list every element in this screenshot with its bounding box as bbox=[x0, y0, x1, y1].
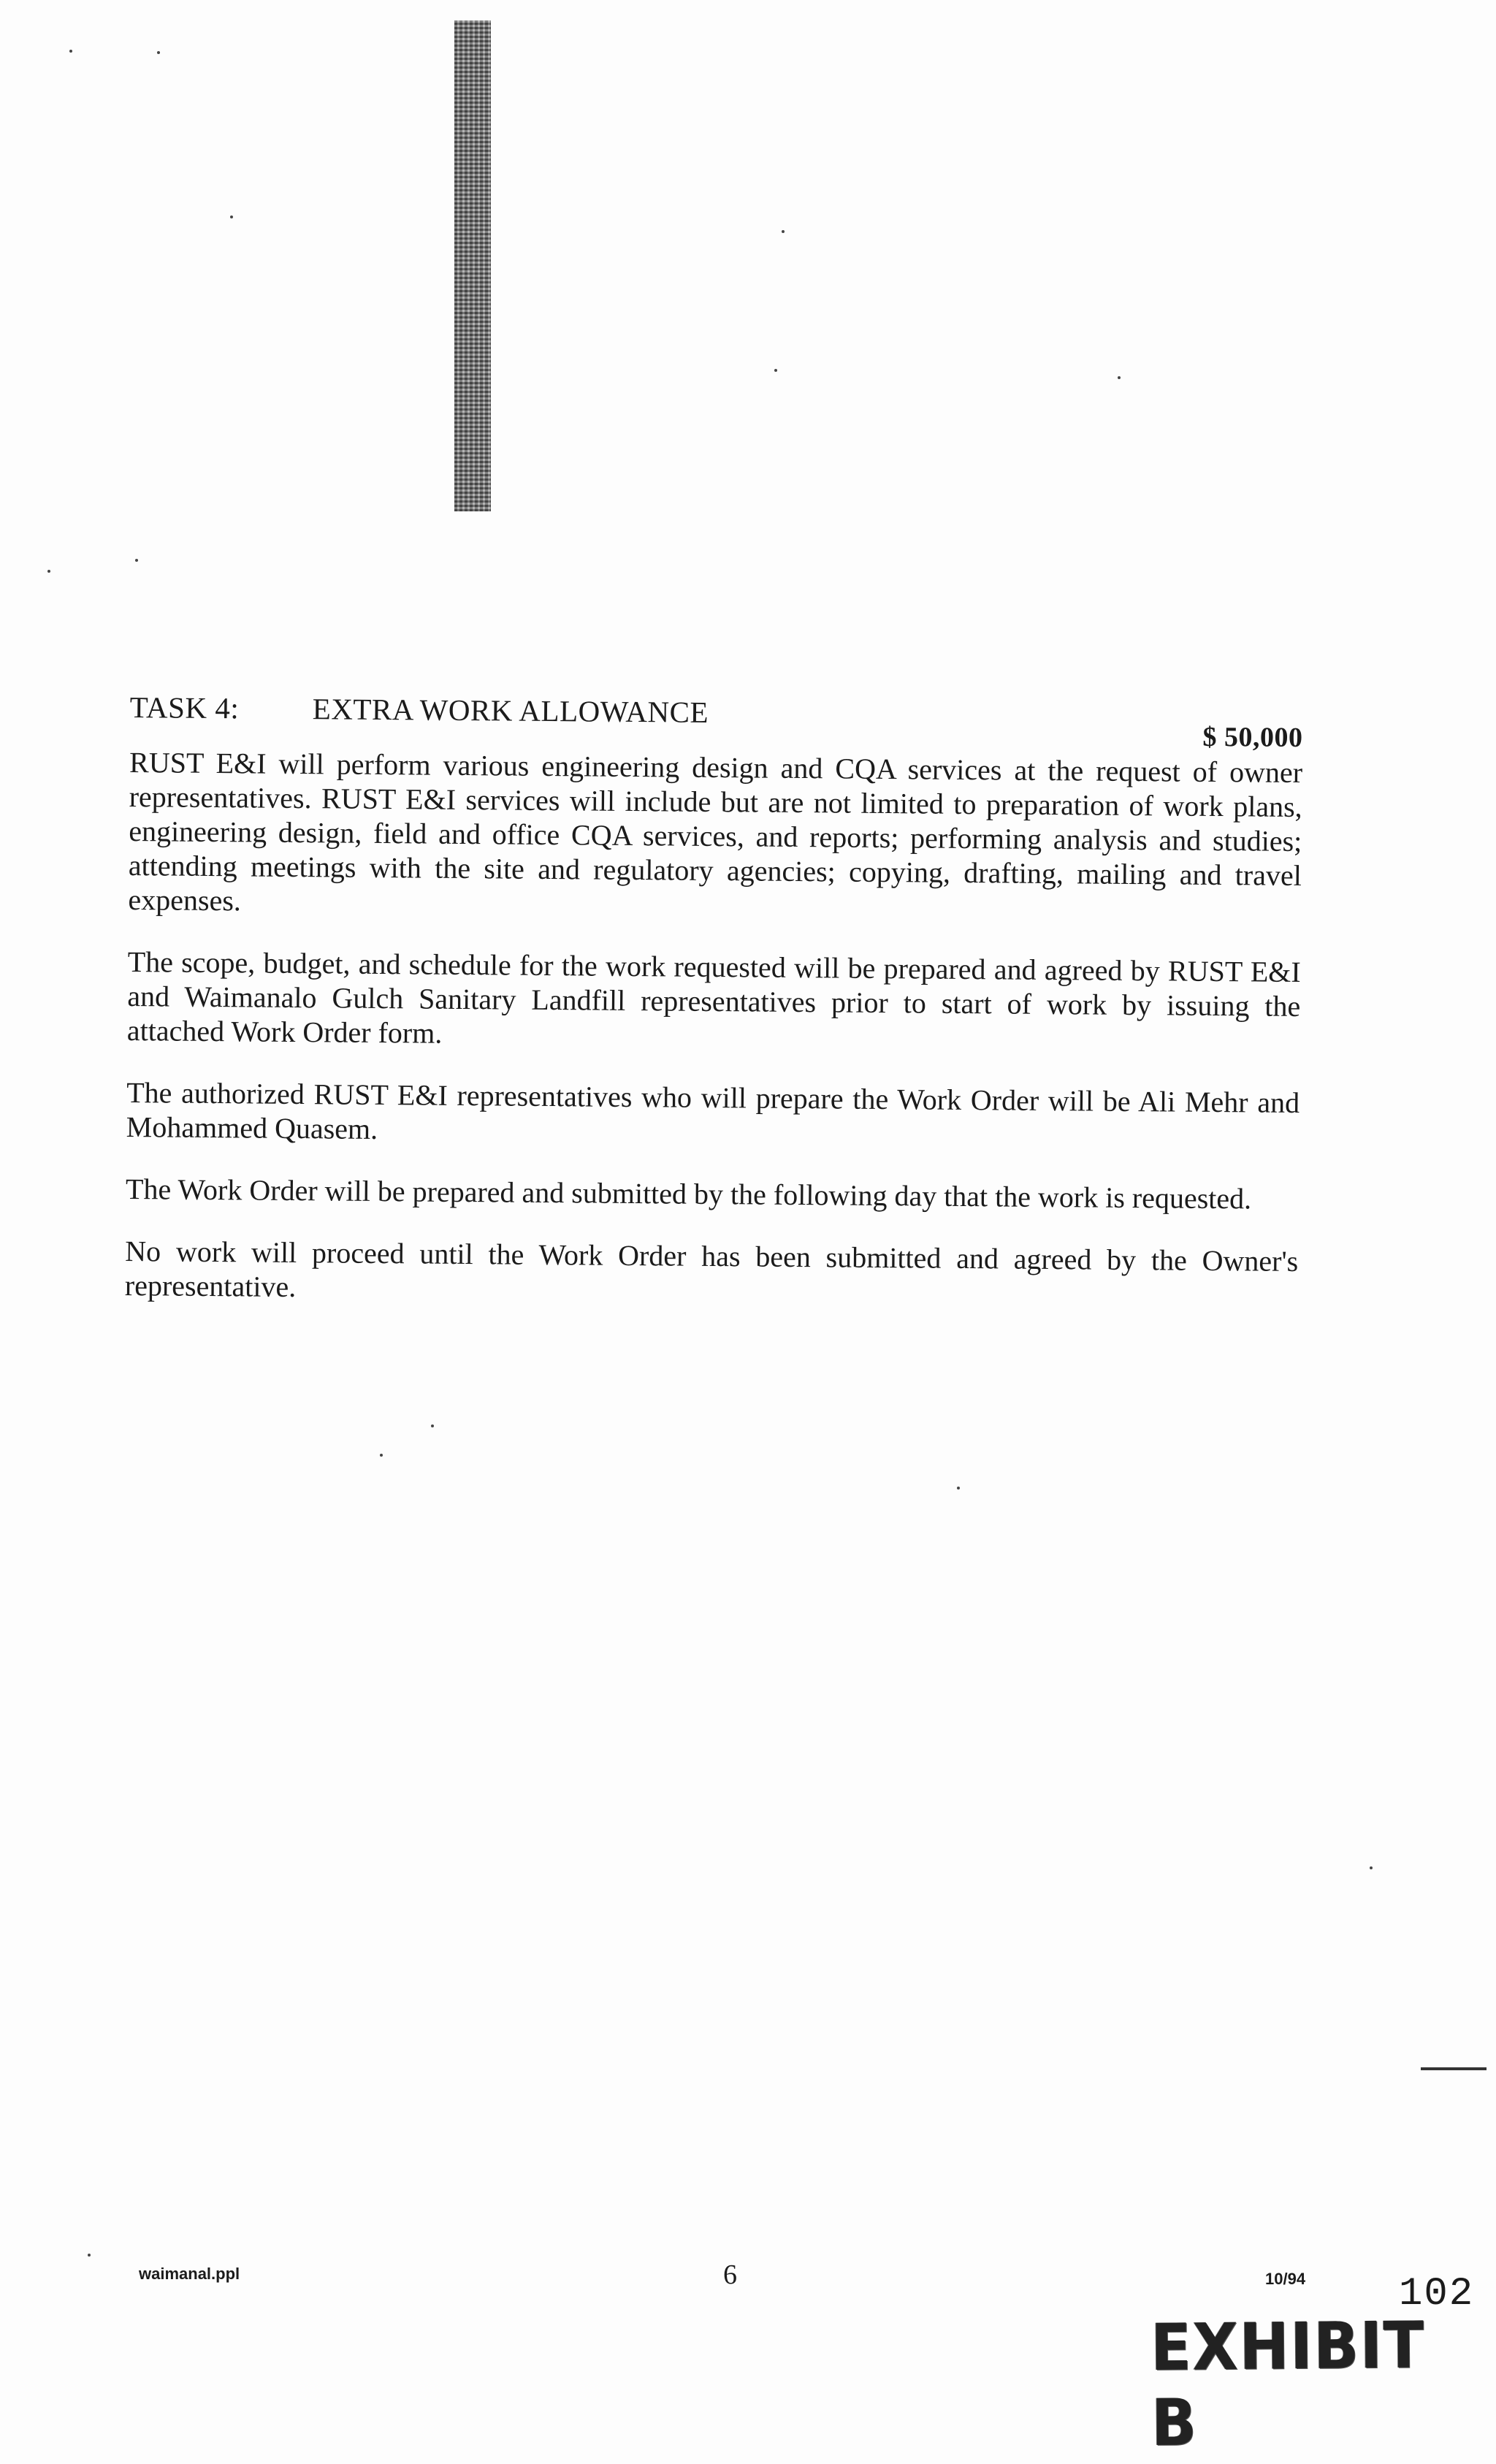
scan-speck bbox=[135, 559, 138, 562]
scan-speck bbox=[69, 50, 72, 53]
task-section bbox=[124, 690, 1303, 1340]
scan-speck bbox=[774, 369, 777, 372]
task-header bbox=[129, 690, 1303, 754]
scan-speck bbox=[157, 51, 160, 54]
scan-speck bbox=[230, 215, 233, 218]
scan-speck bbox=[88, 2254, 91, 2257]
task-number: TASK 4: bbox=[129, 690, 240, 725]
paragraph-scope: The scope, budget, and schedule for the work requested will be prepared and agreed by RUST E&I and Waimanalo Gulch Sanitary Landfill representatives prior to start of work by issuing the attached Work Order form. bbox=[126, 945, 1301, 1050]
paragraph-submission: The Work Order will be prepared and submitted by the following day that the work is requested. bbox=[125, 1172, 1252, 1216]
footer-date: 10/94 bbox=[1265, 2270, 1306, 2288]
paragraph-services: RUST E&I will perform various engineering design and CQA services at the request of owner representatives. RUST E&I services will include but are not limited to preparation of work plans, engineering design, field and office CQA services, and reports; performing analysis and studies; attending meetings with the site and regulatory agencies; copying, drafting, mailing and travel expenses. bbox=[128, 745, 1303, 918]
task-amount: $ 50,000 bbox=[1202, 721, 1303, 754]
margin-dash bbox=[1421, 2067, 1487, 2070]
footer-page-number: 6 bbox=[723, 2259, 737, 2290]
scan-speck bbox=[431, 1424, 434, 1427]
task-title: EXTRA WORK ALLOWANCE bbox=[312, 692, 709, 729]
scan-speck bbox=[1370, 1866, 1373, 1869]
paragraph-representatives: The authorized RUST E&I representatives who will prepare the Work Order will be Ali Mehr and Mohammed Quasem. bbox=[126, 1075, 1300, 1145]
scan-speck bbox=[1118, 376, 1121, 379]
redaction-bar bbox=[454, 20, 491, 511]
scan-speck bbox=[47, 570, 50, 573]
scan-speck bbox=[782, 230, 785, 233]
scan-speck bbox=[957, 1487, 960, 1490]
bates-number: 102 bbox=[1399, 2272, 1475, 2316]
footer-filename: waimanal.ppl bbox=[139, 2265, 240, 2283]
exhibit-stamp: EXHIBIT B bbox=[1150, 2307, 1426, 2460]
scan-speck bbox=[380, 1454, 383, 1457]
paragraph-no-work: No work will proceed until the Work Order has been submitted and agreed by the Owner's representative. bbox=[124, 1234, 1299, 1304]
